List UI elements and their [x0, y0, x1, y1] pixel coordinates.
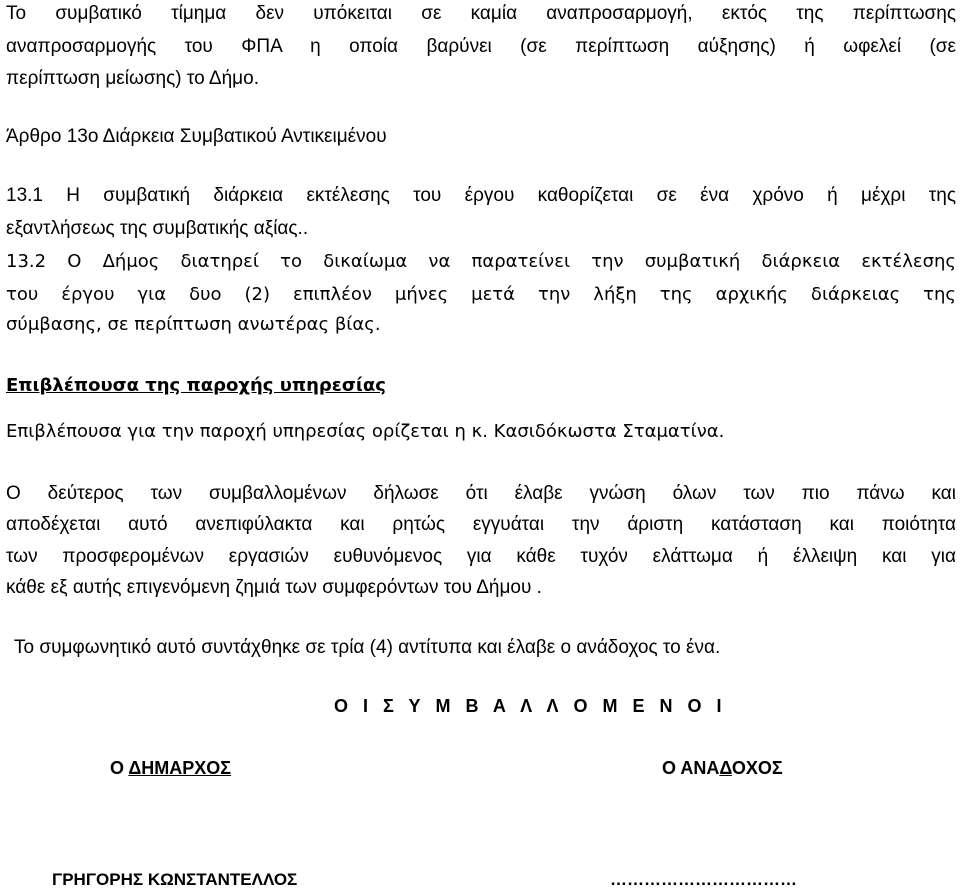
left-signatory-role	[110, 756, 231, 780]
clause-13-2-line-2: του έργου για δυο (2) επιπλέον μήνες μετά την λήξη της αρχικής διάρκειας της	[6, 284, 956, 305]
paragraph-1-line-1: Το συμβατικό τίμημα δεν υπόκειται σε καμία αναπροσαρμογή, εκτός της περίπτωσης	[6, 3, 956, 24]
paragraph-2-line-2: αποδέχεται αυτό ανεπιφύλακτα και ρητώς εγγυάται την άριστη κατάσταση και ποιότητα	[6, 514, 956, 535]
clause-13-1-line-1: 13.1 Η συμβατική διάρκεια εκτέλεσης του έργου καθορίζεται σε ένα χρόνο ή μέχρι της	[6, 185, 956, 206]
article-13-title: Άρθρο 13ο Διάρκεια Συμβατικού Αντικειμένου	[6, 126, 387, 147]
paragraph-2-line-1: Ο δεύτερος των συμβαλλομένων δήλωσε ότι έλαβε γνώση όλων των πιο πάνω και	[6, 483, 956, 504]
left-role-underlined: ΔΗΜΑΡΧΟΣ	[128, 758, 232, 778]
closing-statement: Το συμφωνητικό αυτό συντάχθηκε σε τρία (4) αντίτυπα και έλαβε ο ανάδοχος το ένα.	[14, 637, 721, 658]
right-role-suffix: ΟΧΟΣ	[731, 758, 783, 778]
right-signatory-role	[662, 756, 783, 780]
paragraph-1-line-3: περίπτωση μείωσης) το Δήμο.	[6, 68, 259, 89]
right-role-underlined: Δ	[719, 758, 732, 778]
supervisor-text: Επιβλέπουσα για την παροχή υπηρεσίας ορίζεται η κ. Κασιδόκωστα Σταματίνα.	[6, 421, 725, 442]
clause-13-2-line-1: 13.2 Ο Δήμος διατηρεί το δικαίωμα να παρατείνει την συμβατική διάρκεια εκτέλεσης	[6, 251, 956, 272]
left-signatory-name: ΓΡΗΓΟΡΗΣ ΚΩΝΣΤΑΝΤΕΛΛΟΣ	[52, 870, 298, 889]
paragraph-2-line-4: κάθε εξ αυτής επιγενόμενη ζημιά των συμφερόντων του Δήμου .	[6, 577, 542, 598]
paragraph-1-line-2: αναπροσαρμογής του ΦΠΑ η οποία βαρύνει (σε περίπτωση αύξησης) ή ωφελεί (σε	[6, 36, 956, 57]
supervisor-heading: Επιβλέπουσα της παροχής υπηρεσίας	[6, 375, 386, 396]
right-signatory-name: ……………………………	[610, 870, 797, 889]
right-role-prefix: Ο ΑΝΑ	[662, 758, 720, 778]
signatories-title: Ο Ι Σ Υ Μ Β Α Λ Λ Ο Μ Ε Ν Ο Ι	[334, 696, 727, 716]
clause-13-1-line-2: εξαντλήσεως της συμβατικής αξίας..	[6, 218, 309, 239]
clause-13-2-line-3: σύμβασης, σε περίπτωση ανωτέρας βίας.	[6, 314, 381, 335]
paragraph-2-line-3: των προσφερομένων εργασιών ευθυνόμενος για κάθε τυχόν ελάττωμα ή έλλειψη και για	[6, 546, 956, 567]
left-role-prefix: Ο	[110, 758, 129, 778]
